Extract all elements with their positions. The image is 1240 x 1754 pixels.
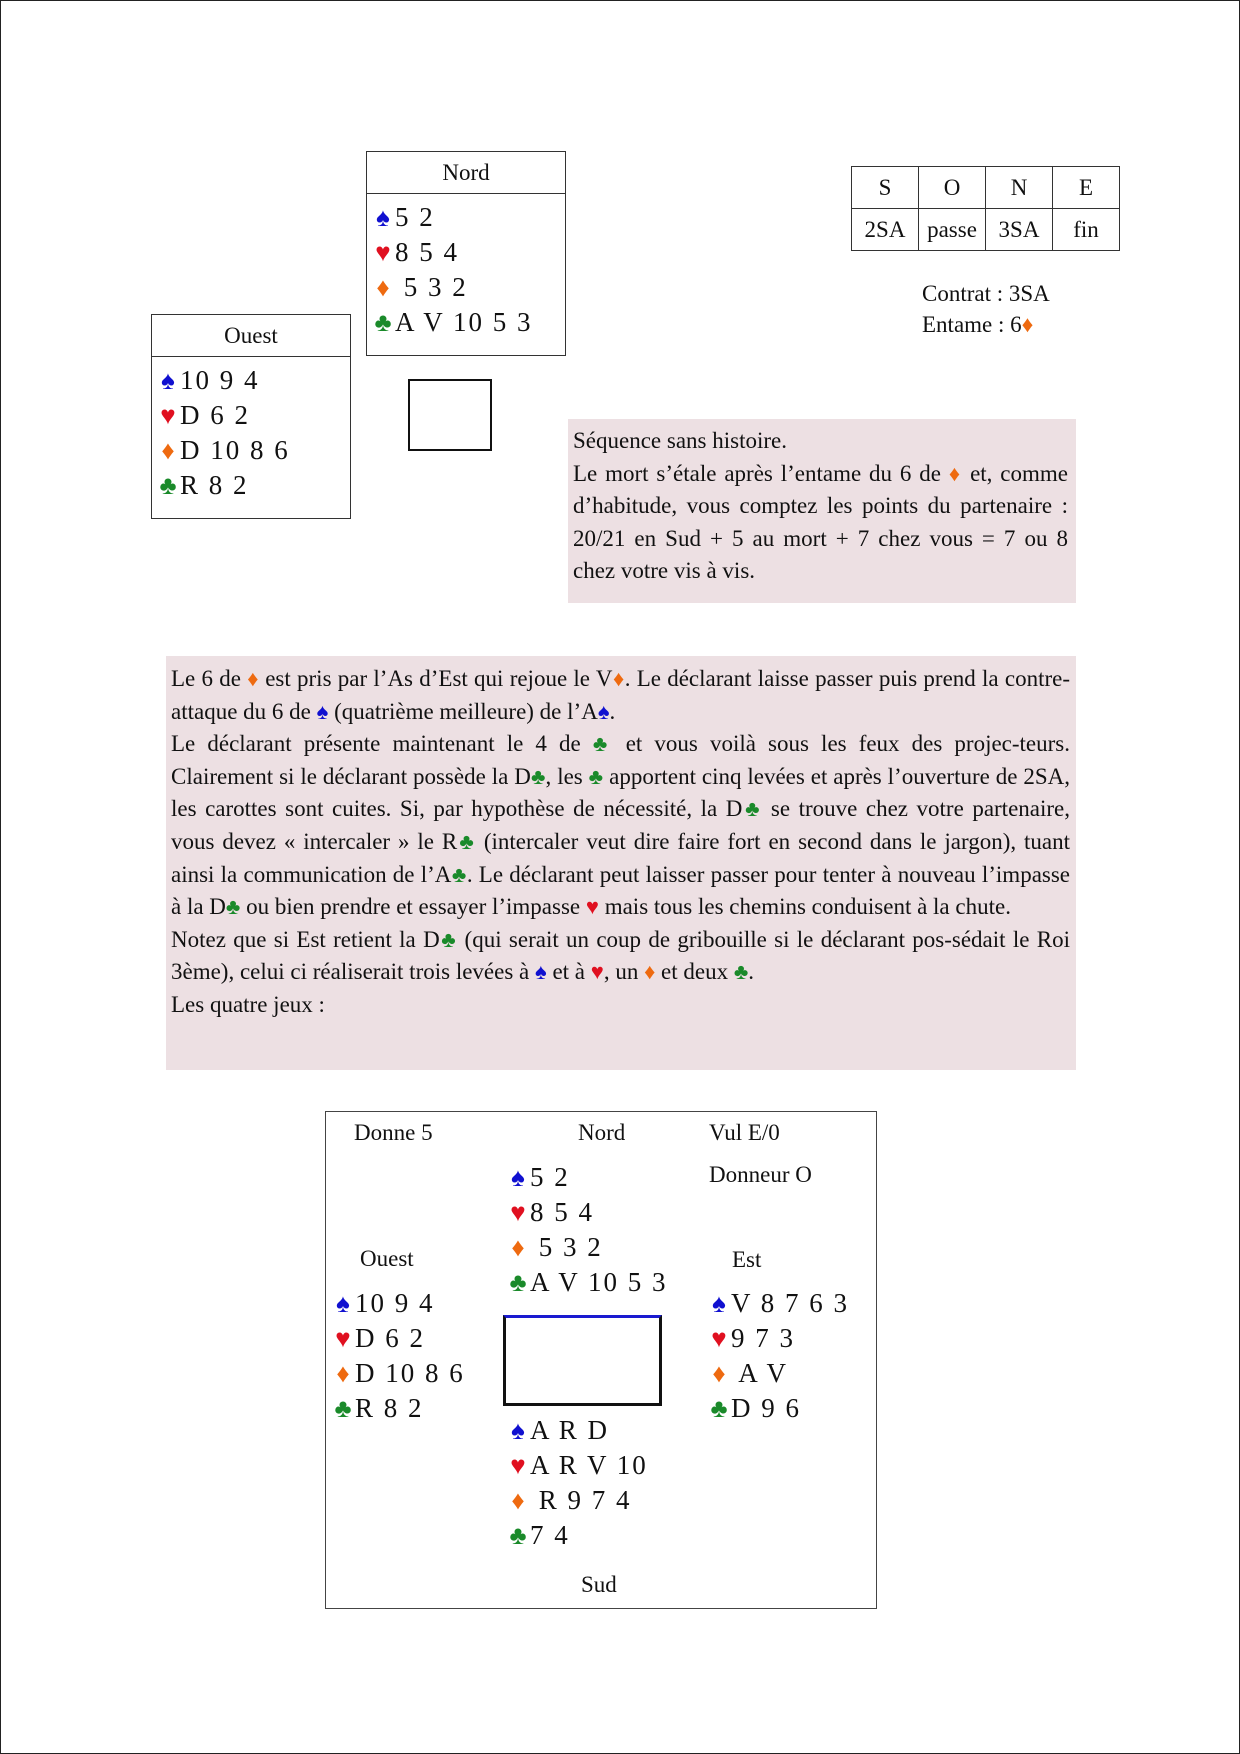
auction-bid-s: 2SA [852,209,919,251]
heart-icon: ♥ [160,401,176,430]
auction-table [851,166,1120,251]
intro-text-a: Le mort s’étale après l’entame du 6 de [573,460,949,486]
west-diamonds: D 10 8 6 [180,435,290,465]
deal-south-hand: ♠ A R D ♥ A R V 10 ♦ R 9 7 4 ♣ 7 4 [506,1413,648,1553]
intro-text-b: et, comme d’habitude, vous comptez les points du partenaire : 20/21 en Sud + 5 au mort + 7 chez vous = 7 ou 8 chez votre vis à vis. [573,460,1069,584]
spade-icon: ♠ [535,959,547,985]
dealer: Donneur O [709,1162,812,1187]
north-diamonds: 5 3 2 [395,272,468,302]
contract-info [922,278,1050,340]
spade-icon: ♠ [511,1163,525,1192]
spade-icon: ♠ [376,203,390,232]
diamond-icon: ♦ [336,1359,350,1388]
club-icon: ♣ [742,796,763,822]
west-hand-box [151,314,351,519]
analysis-text-box [166,656,1076,1070]
spade-icon: ♠ [316,698,329,724]
deal-east-hand: ♠ V 8 7 6 3 ♥ 9 7 3 ♦ A V ♣ D 9 6 [707,1286,849,1426]
lead-line: Entame : 6 [922,312,1022,337]
diamond-icon: ♦ [161,436,175,465]
west-clubs: R 8 2 [180,470,249,500]
heart-icon: ♥ [335,1324,351,1353]
diamond-icon: ♦ [1021,312,1034,337]
club-icon: ♣ [509,1521,527,1550]
analysis-paragraph-3: Notez que si Est retient la D♣ (qui serait un coup de gribouille si le déclarant pos-sédait le Roi 3ème), celui ci réaliserait trois levées à ♠ et à ♥, un ♦ et deux ♣. [171,926,1070,985]
auction-bid-o: passe [919,209,986,251]
spade-icon: ♠ [511,1416,525,1445]
auction-bid-e: fin [1053,209,1120,251]
diamond-icon: ♦ [376,273,390,302]
club-icon: ♣ [509,1268,527,1297]
heart-icon: ♥ [510,1198,526,1227]
west-title: Ouest [152,315,350,357]
vulnerability: Vul E/0 [709,1120,780,1145]
north-clubs: A V 10 5 3 [395,307,533,337]
north-hand-box [366,151,566,356]
club-icon: ♣ [530,763,546,789]
club-icon: ♣ [374,308,392,337]
north-label: Nord [578,1120,626,1145]
heart-icon: ♥ [375,238,391,267]
diamond-icon: ♦ [612,666,625,691]
west-spades: 10 9 4 [180,365,260,395]
club-icon: ♣ [592,731,614,757]
north-hearts: 8 5 4 [395,237,459,267]
intro-text-box [568,419,1076,603]
diamond-icon: ♦ [247,666,259,691]
south-label: Sud [581,1572,617,1597]
heart-icon: ♥ [711,1324,727,1353]
analysis-paragraph-1: Le 6 de ♦ est pris par l’As d’Est qui rejoue le V♦. Le déclarant laisse passer puis prend la contre-attaque du 6 de ♠ (quatrième meilleure) de l’A♠. [171,666,1071,724]
spade-icon: ♠ [597,698,610,724]
club-icon: ♣ [334,1394,352,1423]
heart-icon: ♥ [510,1451,526,1480]
auction-bid-n: 3SA [986,209,1053,251]
spade-icon: ♠ [336,1289,350,1318]
heart-icon: ♥ [585,894,599,920]
analysis-paragraph-2: Le déclarant présente maintenant le 4 de ♣ et vous voilà sous les feux des projec-teurs. Clairement si le déclarant possède la D♣, les ♣ apportent cinq levées et après l’ouverture de 2SA, les carottes sont cuites. Si, par hypothèse de nécessité, la D♣ se trouve chez votre partenaire, vous devez « intercaler » le R♣ (intercaler veut dire faire fort en second dans le jargon), tuant ainsi la communication de l’A♣. Le déclarant peut laisser passer pour tenter à nouveau l’impasse à la D♣ ou bien prendre et essayer l’impasse ♥ mais tous les chemins conduisent à la chute. [171,731,1071,920]
deal-west-hand: ♠ 10 9 4 ♥ D 6 2 ♦ D 10 8 6 ♣ R 8 2 [331,1286,465,1426]
intro-line-1: Séquence sans histoire. [573,428,787,453]
club-icon: ♣ [733,959,749,985]
west-hearts: D 6 2 [180,400,250,430]
spade-icon: ♠ [161,366,175,395]
spade-icon: ♠ [712,1289,726,1318]
auction-header-n: N [986,167,1053,209]
table-placeholder [408,379,492,451]
north-spades: 5 2 [395,202,435,232]
west-label: Ouest [360,1246,414,1271]
diamond-icon: ♦ [511,1233,525,1262]
deal-table-placeholder [503,1315,662,1406]
club-icon: ♣ [451,861,467,887]
east-label: Est [732,1247,762,1272]
diamond-icon: ♦ [644,959,656,985]
diamond-icon: ♦ [511,1486,525,1515]
auction-header-s: S [852,167,919,209]
club-icon: ♣ [588,763,604,789]
heart-icon: ♥ [590,959,604,985]
auction-header-e: E [1053,167,1120,209]
north-title: Nord [367,152,565,194]
club-icon: ♣ [159,471,177,500]
deal-north-hand: ♠ 5 2 ♥ 8 5 4 ♦ 5 3 2 ♣ A V 10 5 3 [506,1160,668,1300]
contract-line: Contrat : 3SA [922,281,1050,306]
club-icon: ♣ [225,894,241,920]
analysis-paragraph-4: Les quatre jeux : [171,991,325,1017]
club-icon: ♣ [457,828,476,854]
deal-number: Donne 5 [354,1120,433,1145]
club-icon: ♣ [710,1394,728,1423]
auction-header-o: O [919,167,986,209]
deal-diagram [325,1111,877,1609]
diamond-icon: ♦ [948,460,963,486]
club-icon: ♣ [439,926,458,952]
diamond-icon: ♦ [712,1359,726,1388]
